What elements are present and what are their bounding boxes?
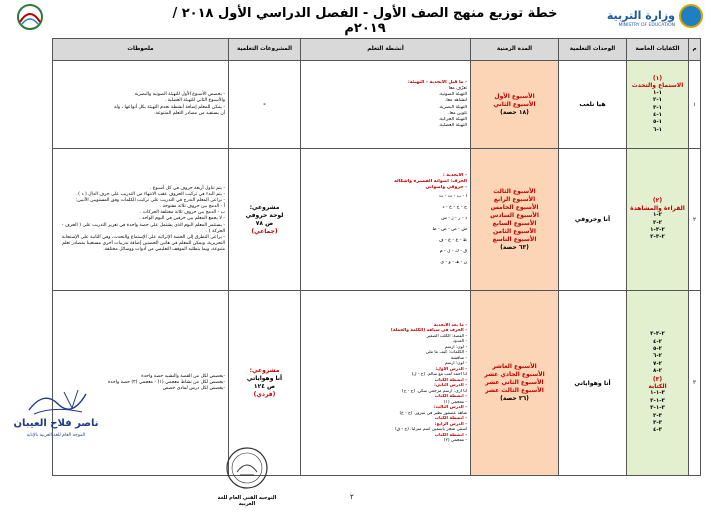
week-label: الأسبوع الثالث عشر [485, 387, 544, 394]
activity-heading: الحرف: أصواته القصيرة وأشكاله [394, 178, 468, 184]
header-projects: المشروعات التعلمية [229, 39, 301, 61]
competency-code: ١-٤ [653, 111, 663, 118]
competency-sub: الكتابة [648, 383, 667, 390]
letter-group: أ - ب - ت - ث [439, 193, 468, 199]
official-stamp [212, 446, 282, 507]
activities-cell [301, 61, 471, 149]
competency-code: ٢-٣-٢ [650, 234, 665, 241]
project-type: (جماعي) [251, 227, 278, 235]
activity-line: تعرّف معا [448, 86, 468, 92]
supervisor-role: الموجه العام للغة العربية بالإنابة [26, 433, 86, 438]
project-cell: - [229, 61, 301, 149]
activity-line: أنا أرى: أرسم مرجعي سكن. (ج - ح) [401, 388, 468, 394]
competency-code: ٢-٣-٣ [650, 331, 665, 338]
week-label: الأسبوع الحادي عشر [484, 371, 545, 378]
curriculum-table [52, 38, 701, 476]
activity-heading: - حروفي وأصواتي [425, 184, 468, 190]
week-label: الأسبوع الثالث [493, 187, 536, 195]
duration-cell [471, 61, 559, 149]
competency-code: ٣-٣ [653, 420, 663, 427]
table-header-row [53, 39, 701, 61]
activity-line: - ما بعد الأبجدية [433, 322, 468, 328]
activity-line: - لون: أرسم [444, 361, 468, 366]
table-row [53, 149, 701, 291]
note-line: -يخصص لكل من نشاط معجمي (١) - معجمي (٢) حصة واحدة [108, 379, 225, 385]
unit-name: أنا وحروفي [559, 149, 627, 291]
activity-heading: - الأبجدية : [442, 172, 468, 178]
header-competencies: الكفايات الخاصة [627, 39, 689, 61]
activity-line: التهيئة الصوتية. [438, 92, 468, 98]
competency-title: (٢) [652, 197, 663, 205]
competency-code: ٢-٧ [653, 360, 663, 367]
activity-line: - أنشطة الكتاب [434, 377, 468, 383]
activity-line: التهيئة البصرية. [438, 104, 468, 110]
kuwait-emblem-icon [679, 4, 703, 28]
stamp-seal-icon [225, 446, 269, 490]
note-line: - يستثمر المعلم اليوم الذي يشتمل على حصة واحدة في تعزيز التدريب على ( الحرف - الحركة ) . [61, 222, 225, 234]
supervisor-signature [6, 386, 106, 446]
activity-line: - الدرس الثالث: [433, 405, 468, 410]
competency-title: (١) [652, 74, 663, 82]
week-label: الأسبوع العاشر [492, 363, 537, 370]
activity-line: أنا أحمد لعب مع سالم. (ح - ل) [411, 372, 468, 377]
activity-line: - معجمي (١) [443, 399, 468, 405]
ministry-name: وزارة التربية [606, 9, 675, 22]
note-line: - يمكن للمعلم إضافة أنشطة تخدم التهيئة بكل أنواعها ، وله [114, 104, 225, 110]
project-label: مشروعي: [249, 367, 280, 374]
letter-group: ج - ح - خ - د [442, 204, 468, 210]
activity-line: - الحرف في سياقه (الكلمة والجملة) [390, 328, 468, 333]
competency-code: ٢-٦ [653, 353, 663, 360]
page-header [0, 0, 711, 36]
hours-count: (٦٣ حصة) [500, 243, 529, 251]
week-label: الأسبوع الخامس [490, 203, 539, 211]
hours-count: (٣٦ حصة) [500, 395, 529, 402]
row-number: ١ [689, 61, 701, 149]
project-page: ص ٧٨ [255, 219, 274, 227]
competency-code: ١-٦ [653, 126, 663, 133]
activity-line: شاهد عصفور نظير في سرور. (ج - ع) [399, 410, 468, 416]
handwritten-signature-icon [24, 386, 94, 418]
week-label: الأسبوع السابع [492, 219, 537, 227]
page-title: خطة توزيع منهج الصف الأول - الفصل الدراسي الأول ٢٠١٨ / ٢٠١٩م [172, 6, 558, 36]
competency-code: ٣-١-٣ [650, 405, 665, 412]
activity-line: - الكلمات: كيف ما ملي [425, 350, 468, 355]
row-number: ٣ [689, 291, 701, 476]
note-line: أ - الدمج بين حروف ثلاثة مفتوحة . [159, 204, 225, 210]
activity-line: - أنشطة الكتاب [434, 416, 468, 421]
competency-code: ١-٥ [653, 119, 663, 126]
week-label: الأسبوع الأول [494, 92, 535, 100]
competency-code: ٢-٢ [653, 219, 663, 226]
table-row [53, 61, 701, 149]
note-line: أن يستفيد من مصادر التعلم المتنوعة. [154, 110, 225, 116]
week-label: الأسبوع التاسع [492, 235, 537, 243]
row-number: ٢ [689, 149, 701, 291]
activity-line: تلوين معا. [448, 110, 468, 116]
activities-cell [301, 291, 471, 476]
table-row [53, 291, 701, 476]
activities-cell [301, 149, 471, 291]
competency-cell [627, 61, 689, 149]
note-line: - يراعى التطرق إلى الحصة الإثرائية على الإستماع والتحدث، وفي الثانية على الإستجابة التحريرية، ويمكن للمعلم في هاتين الحصتين إضافة تدريبات أخرى مستعينا بمصادر تعلم متنوعة، وبما يتطلبه الموقف التعليمي من أدوات ووسائل مختلفة. [61, 234, 225, 252]
project-type: (فردي) [253, 391, 276, 398]
competency-code: ٢-٨ [653, 368, 663, 375]
activity-line: - الدرس الأول: [435, 366, 468, 372]
unit-name: هيا نلعب [559, 61, 627, 149]
competency-code: ٣-٢ [653, 412, 663, 419]
header-notes: ملحوظات [53, 39, 229, 61]
competency-title: (٣) [652, 375, 663, 383]
project-page: ص ١٢٤ [253, 383, 276, 390]
project-cell [229, 149, 301, 291]
letter-group: ش - ص - ض - ط [432, 227, 468, 233]
activity-line: - الدرس الرابع: [434, 421, 468, 427]
activity-line: - معجمي (٢) [443, 438, 468, 443]
competency-code: ١-٢ [653, 97, 663, 104]
supervisor-name: ناصر فلاح العيبان [13, 418, 99, 429]
notes-cell [53, 61, 229, 149]
competency-code: ٣-١-٢ [650, 397, 665, 404]
week-label: الأسبوع الثامن [493, 227, 536, 235]
week-label: الأسبوع السادس [490, 211, 539, 219]
header-duration: المدة الزمنية [471, 39, 559, 61]
activity-line: - لون: أرسم [444, 344, 468, 350]
competency-code: ٢-٣-١ [650, 226, 665, 233]
letter-group: ذ - ر - ز - س [441, 216, 468, 221]
stamp-text: التوجيه الفني العام للغة العربية [217, 495, 277, 507]
note-line: - يتم تناول أربعة حروف في كل أسبوع . [149, 185, 225, 191]
project-label: مشروعي: [249, 203, 280, 211]
project-name: لوحة حروفي [245, 211, 284, 219]
activity-line: أسقي شجر ياسمين أسم منزلنا. (ج - ق) [395, 427, 468, 432]
competency-code: ١-١ [653, 89, 663, 96]
competency-code: ٢-٤ [653, 338, 663, 345]
unit-name: أنا وهواياتي [559, 291, 627, 476]
activity-line: - أنشطة الكتاب [434, 394, 468, 399]
note-line: ب - الدمج بين حروف ثلاثة مختلفة الحركات . [139, 210, 225, 216]
activity-line: لنشاهد معا. [444, 98, 468, 104]
activity-line: - الدرس الثاني: [434, 383, 468, 388]
competency-code: ٣-٤ [653, 427, 663, 434]
project-name: أنا وهواياتي [246, 375, 283, 382]
note-line: - يخصص الأسبوع الأول للتهيئة الصوتية والبصرية [134, 92, 225, 98]
note-line: -يخصص لكل درس لمادي حصص [162, 386, 225, 392]
hours-count: (١٨ حصة) [500, 108, 529, 116]
notes-cell [53, 149, 229, 291]
activity-line: التهيئة العضلية. [438, 122, 468, 128]
note-line: - يتم البدء في تركيب الحروف عقب الانتهاء من التدريب على حرف الدال ( د ) . [75, 192, 225, 198]
competency-code: ٢-١ [653, 212, 663, 219]
note-line: -يخصص لكل من القصة والنشيد حصة واحدة [141, 373, 225, 379]
competency-code: ١-٣ [653, 104, 663, 111]
activity-line: - المدود [452, 339, 468, 344]
duration-cell [471, 149, 559, 291]
note-line: والأسبوع الثاني للتهيئة العضلية . [164, 98, 225, 104]
duration-cell [471, 291, 559, 476]
activity-line: - القصة: الكلب الصغير [426, 333, 468, 339]
competency-code: ٣-١-١ [650, 390, 665, 397]
activity-line: التهيئة الحركية. [438, 116, 468, 122]
ministry-corner-logo-icon [10, 2, 50, 32]
header-units: الوحدات التعلمية [559, 39, 627, 61]
letter-group: ق - ك - ل - م [439, 249, 468, 255]
competency-cell [627, 291, 689, 476]
week-label: الأسبوع الرابع [493, 195, 536, 203]
week-label: الأسبوع الثاني عشر [485, 379, 544, 386]
header-activities: أنشطة التعلم [301, 39, 471, 61]
letter-group: ن - هـ - و - ي [440, 260, 468, 266]
ministry-logo [607, 4, 703, 28]
header-num: م [689, 39, 701, 61]
notes-cell [53, 291, 229, 476]
note-line: - يراعى المعلم التدرج في التدريب على تركيب الكلمات وفق المستويين الآتيين: [75, 198, 225, 204]
activity-line: - أنشطة الكتاب [434, 432, 468, 438]
competency-sub: القراءة والمشاهدة [630, 204, 685, 212]
activity-line: - ما قبل الأبجدية - التهيئة: [407, 80, 468, 86]
competency-code: ٢-٥ [653, 345, 663, 352]
note-line: - لا يجمع المعلم بين حرفين في اليوم الواحد . [139, 216, 225, 222]
ministry-sub: MINISTRY OF EDUCATION [618, 23, 675, 28]
competency-sub: الاستماع والتحدث [631, 82, 684, 90]
week-label: الأسبوع الثاني [493, 100, 536, 108]
page-number: ٢ [350, 493, 354, 501]
competency-cell [627, 149, 689, 291]
activity-line: - مناقشة [451, 355, 468, 361]
letter-group: ظ - ع - غ - ف [438, 238, 468, 244]
